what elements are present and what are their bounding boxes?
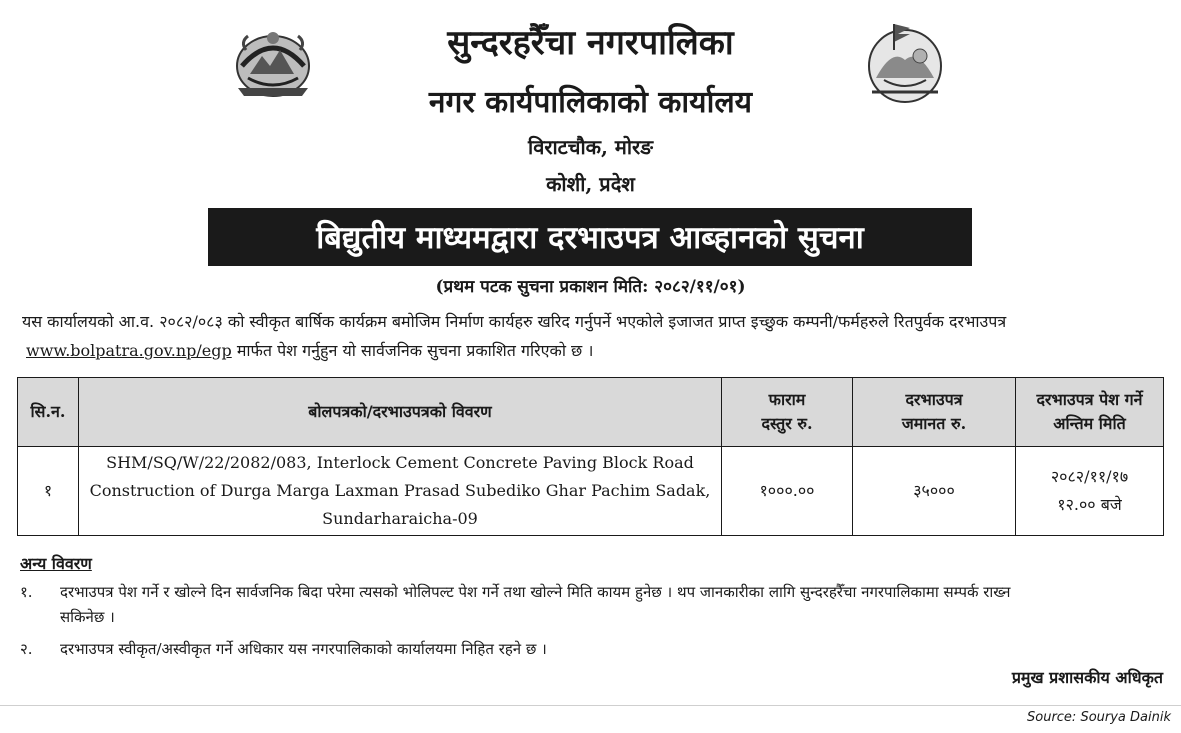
header-fee xyxy=(722,378,853,447)
note-line-2: सकिनेछ । xyxy=(60,608,115,626)
row-description-line-3: Sundarharaicha-09 xyxy=(322,509,478,528)
header-deposit-line-2: जमानत रु. xyxy=(901,414,967,433)
row-deadline xyxy=(1016,447,1164,536)
tender-table xyxy=(17,377,1164,536)
row-deadline-date: २०८२/११/१७ xyxy=(1050,467,1129,486)
signature-title: प्रमुख प्रशासकीय अधिकृत xyxy=(1011,668,1163,687)
header-sn: सि.न. xyxy=(18,378,79,447)
list-item xyxy=(20,580,1165,630)
row-description xyxy=(79,447,722,536)
header-deposit-line-1: दरभाउपत्र xyxy=(905,390,963,409)
note-line-1: दरभाउपत्र पेश गर्ने र खोल्ने दिन सार्वजनिक बिदा परेमा त्यसको भोलिपल्ट पेश गर्ने तथा खोल्ने मिति कायम हुनेछ । थप जानकारीका लागि सुन्दरहरैँचा नगरपालिकामा सम्पर्क राख्न xyxy=(60,583,1011,601)
intro-line-2 xyxy=(22,336,1162,365)
row-fee: १०००.०० xyxy=(722,447,853,536)
row-deposit: ३५००० xyxy=(853,447,1016,536)
row-deadline-time: १२.०० बजे xyxy=(1057,495,1122,514)
notice-title: बिद्युतीय माध्यमद्वारा दरभाउपत्र आब्हानको सुचना xyxy=(316,220,864,256)
table-row xyxy=(18,447,1164,536)
publish-date: (प्रथम पटक सुचना प्रकाशन मिति: २०८२/११/०१) xyxy=(435,277,746,297)
header-fee-line-1: फाराम xyxy=(768,390,806,409)
header-description: बोलपत्रको/दरभाउपत्रको विवरण xyxy=(79,378,722,447)
header-deadline-line-1: दरभाउपत्र पेश गर्ने xyxy=(1036,390,1143,409)
office-subtitle: नगर कार्यपालिकाको कार्यालय xyxy=(428,85,753,120)
bolpatra-link[interactable]: www.bolpatra.gov.np/egp xyxy=(26,341,232,360)
note-line-1: दरभाउपत्र स्वीकृत/अस्वीकृत गर्ने अधिकार यस नगरपालिकाको कार्यालयमा निहित रहने छ । xyxy=(60,640,547,658)
row-description-line-1: SHM/SQ/W/22/2082/083, Interlock Cement Concrete Paving Block Road xyxy=(106,453,694,472)
intro-paragraph xyxy=(22,307,1162,365)
address-line-1: विराटचौक, मोरङ xyxy=(528,135,653,159)
row-description-line-2: Construction of Durga Marga Laxman Prasad Subediko Ghar Pachim Sadak, xyxy=(89,481,711,500)
intro-line-1: यस कार्यालयको आ.व. २०८२/०८३ को स्वीकृत बार्षिक कार्यक्रम बमोजिम निर्माण कार्यहरु खरिद गर्नुपर्ने भएकोले इजाजत प्राप्त इच्छुक कम्पनी/फर्महरुले रितपुर्वक दरभाउपत्र xyxy=(22,312,1007,331)
office-name: सुन्दरहरैँचा नगरपालिका xyxy=(447,23,734,63)
address-line-2: कोशी, प्रदेश xyxy=(546,172,635,196)
table-header-row xyxy=(18,378,1164,447)
header-fee-line-2: दस्तुर रु. xyxy=(761,414,813,433)
notice-title-banner xyxy=(208,208,972,266)
intro-line-2-text: मार्फत पेश गर्नुहुन यो सार्वजनिक सुचना प्रकाशित गरिएको छ । xyxy=(231,341,594,360)
divider xyxy=(0,705,1181,706)
header-deadline-line-2: अन्तिम मिति xyxy=(1053,414,1126,433)
note-number: १. xyxy=(20,583,33,601)
other-details-title: अन्य विवरण xyxy=(20,554,92,573)
header-deposit xyxy=(853,378,1016,447)
source-credit: Source: Sourya Dainik xyxy=(1027,710,1171,725)
header-deadline xyxy=(1016,378,1164,447)
note-text xyxy=(60,580,1165,630)
row-sn: १ xyxy=(18,447,79,536)
list-item xyxy=(20,637,1165,662)
note-text xyxy=(60,637,1165,662)
note-number: २. xyxy=(20,640,33,658)
